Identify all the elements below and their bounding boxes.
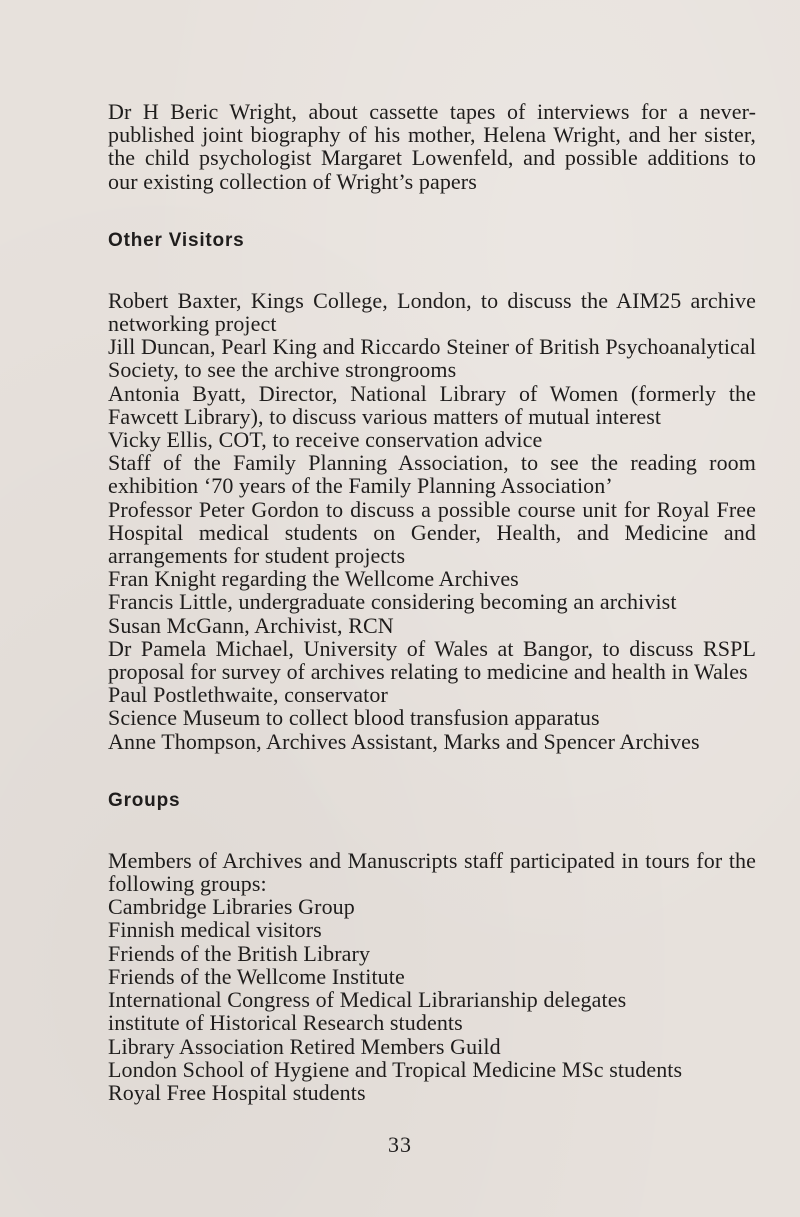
page-number: 33 xyxy=(388,1132,412,1157)
visitor-entry: Robert Baxter, Kings College, London, to discuss the AIM25 archive networking project xyxy=(108,287,756,337)
group-entry: London School of Hygiene and Tropical Medicine MSc students xyxy=(108,1056,683,1082)
groups-intro: Members of Archives and Manuscripts staff participated in tours for the following groups: xyxy=(108,847,756,897)
group-entry: Cambridge Libraries Group xyxy=(108,894,355,920)
visitor-entry: Paul Postlethwaite, conservator xyxy=(108,682,388,708)
visitor-entry: Anne Thompson, Archives Assistant, Marks and Spencer Archives xyxy=(108,728,700,754)
group-entry: Library Association Retired Members Guild xyxy=(108,1033,501,1059)
visitor-entry: Vicky Ellis, COT, to receive conservation advice xyxy=(108,427,543,453)
other-visitors-list xyxy=(108,289,756,753)
intro-paragraph: Dr H Beric Wright, about cassette tapes of interviews for a never-published joint biography of his mother, Helena Wright, and her sister, the child psychologist Margaret Lowenfeld, and possible additions to our existing collection of Wright’s papers xyxy=(108,99,756,194)
visitor-entry: Francis Little, undergraduate considering becoming an archivist xyxy=(108,589,677,615)
visitor-entry: Staff of the Family Planning Association, to see the reading room exhibition ‘70 years of the Family Planning Association’ xyxy=(108,450,756,499)
visitor-entry: Professor Peter Gordon to discuss a possible course unit for Royal Free Hospital medical students on Gender, Health, and Medicine and arrangements for student projects xyxy=(108,496,756,569)
group-entry: Royal Free Hospital students xyxy=(108,1079,366,1105)
visitor-entry: Jill Duncan, Pearl King and Riccardo Steiner of British Psychoanalytical Society, to see the archive strongrooms xyxy=(108,334,756,383)
visitor-entry: Antonia Byatt, Director, National Library of Women (formerly the Fawcett Library), to discuss various matters of mutual interest xyxy=(108,380,756,429)
group-entry: Friends of the British Library xyxy=(108,940,371,966)
visitor-entry: Science Museum to collect blood transfusion apparatus xyxy=(108,705,600,731)
page-content xyxy=(108,100,756,1104)
group-entry: International Congress of Medical Librarianship delegates xyxy=(108,987,627,1013)
visitor-entry: Susan McGann, Archivist, RCN xyxy=(108,612,394,638)
visitor-entry: Fran Knight regarding the Wellcome Archives xyxy=(108,566,519,592)
group-entry: Friends of the Wellcome Institute xyxy=(108,963,405,989)
groups-list xyxy=(108,895,756,1104)
visitor-entry: Dr Pamela Michael, University of Wales at Bangor, to discuss RSPL proposal for survey of archives relating to medicine and health in Wales xyxy=(108,635,756,685)
other-visitors-heading: Other Visitors xyxy=(108,229,245,251)
groups-heading: Groups xyxy=(108,789,181,811)
group-entry: institute of Historical Research students xyxy=(108,1010,463,1036)
group-entry: Finnish medical visitors xyxy=(108,917,322,943)
